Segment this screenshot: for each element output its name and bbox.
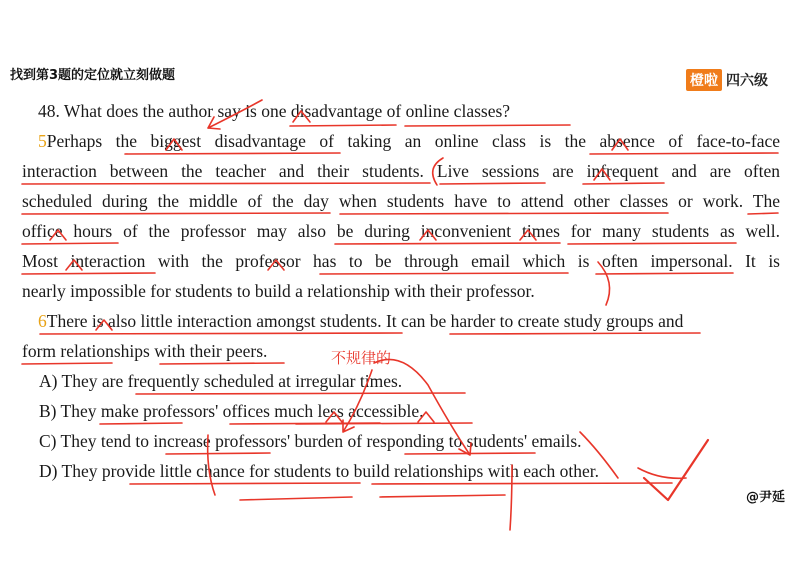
option-b: B) They make professors' offices much less accessible. bbox=[39, 401, 424, 421]
author-credit: @尹延 bbox=[746, 490, 786, 505]
brand-tag: 四六级 bbox=[726, 73, 768, 89]
option-a: A) They are frequently scheduled at irregular times. bbox=[39, 371, 403, 391]
option-c: C) They tend to increase professors' burden of responding to students' emails. bbox=[39, 431, 582, 451]
brand-logo bbox=[686, 70, 768, 90]
question-line bbox=[22, 96, 780, 126]
underline-mark bbox=[240, 497, 352, 500]
passage-text: Perhaps the biggest disadvantage of taking an online class is the absence of face-to-face bbox=[46, 131, 780, 151]
passage-line bbox=[22, 306, 727, 336]
handwritten-note: 不规律的 bbox=[331, 349, 392, 367]
passage-text: There is also little interaction amongst students. It can be harder to create study groups and bbox=[46, 311, 684, 331]
passage-line: form relationships with their peers. bbox=[22, 341, 268, 361]
passage-line bbox=[22, 126, 780, 156]
underline-mark bbox=[380, 495, 505, 497]
question-text: 48. What does the author say is one disadvantage of online classes? bbox=[38, 101, 511, 121]
brand-logo-mark: 橙啦 bbox=[686, 69, 722, 91]
paragraph-number-6: 6 bbox=[38, 311, 47, 331]
option-d: D) They provide little chance for students to build relationships with each other. bbox=[39, 461, 600, 481]
instruction-heading: 找到第3题的定位就立刻做题 bbox=[10, 68, 176, 83]
passage-line: scheduled during the middle of the day when students have to attend other classes or work. The bbox=[22, 191, 780, 211]
passage-line: Most interaction with the professor has to be through email which is often impersonal. It is bbox=[22, 251, 780, 271]
passage-line: office hours of the professor may also be during inconvenient times for many students as well. bbox=[22, 221, 780, 241]
paragraph-number-5: 5 bbox=[38, 131, 47, 151]
passage-line: interaction between the teacher and their students. Live sessions are infrequent and are often bbox=[22, 161, 780, 181]
passage-line: nearly impossible for students to build a relationship with their professor. bbox=[22, 281, 535, 301]
